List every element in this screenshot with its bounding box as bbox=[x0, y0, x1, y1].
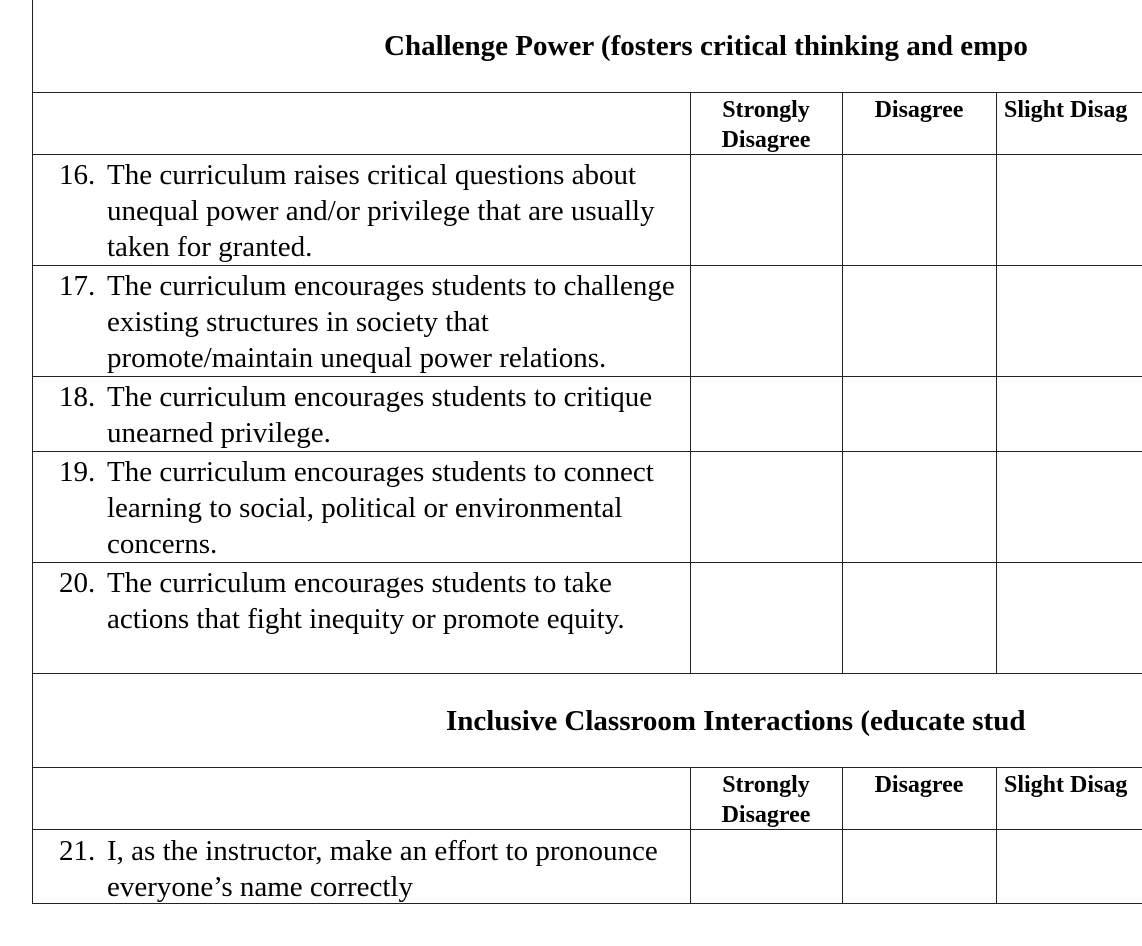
survey-item-20 bbox=[59, 565, 684, 637]
response-cell-16-slightly-disagree[interactable] bbox=[998, 156, 1138, 264]
response-cell-16-strongly-disagree[interactable] bbox=[692, 156, 841, 264]
row-divider bbox=[32, 451, 1142, 452]
column-divider bbox=[690, 767, 691, 904]
survey-item-17 bbox=[59, 268, 684, 376]
row-divider bbox=[32, 92, 1142, 93]
item-text: The curriculum encourages students to take actions that fight inequity or promote equity. bbox=[107, 567, 625, 635]
table-bottom-border bbox=[32, 903, 1142, 904]
response-cell-16-disagree[interactable] bbox=[844, 156, 995, 264]
response-cell-21-disagree[interactable] bbox=[844, 831, 995, 902]
row-divider bbox=[32, 767, 1142, 768]
response-cell-21-slightly-disagree[interactable] bbox=[998, 831, 1138, 902]
section-title-challenge-power: Challenge Power (fosters critical thinking and empo bbox=[384, 30, 1028, 62]
section-title-inclusive-classroom: Inclusive Classroom Interactions (educate stud bbox=[446, 705, 1026, 737]
column-header-disagree: Disagree bbox=[874, 97, 964, 123]
survey-item-21 bbox=[59, 833, 684, 905]
response-cell-17-slightly-disagree[interactable] bbox=[998, 267, 1138, 375]
column-divider bbox=[690, 92, 691, 673]
item-number: 18. bbox=[59, 381, 96, 413]
response-cell-19-disagree[interactable] bbox=[844, 453, 995, 561]
table-left-border bbox=[32, 0, 33, 904]
survey-item-19 bbox=[59, 454, 684, 562]
item-text: I, as the instructor, make an effort to pronounce everyone’s name correctly bbox=[107, 835, 658, 903]
item-text: The curriculum encourages students to connect learning to social, political or environmental concerns. bbox=[107, 456, 654, 560]
column-divider bbox=[842, 92, 843, 673]
column-header-strongly-disagree: Strongly Disagree bbox=[721, 772, 811, 828]
column-divider bbox=[996, 92, 997, 673]
response-cell-20-disagree[interactable] bbox=[844, 564, 995, 672]
column-header-disagree: Disagree bbox=[874, 772, 964, 798]
column-divider bbox=[996, 767, 997, 904]
survey-item-16 bbox=[59, 157, 684, 265]
item-text: The curriculum encourages students to challenge existing structures in society that promote/maintain unequal power relations. bbox=[107, 270, 675, 374]
response-cell-20-slightly-disagree[interactable] bbox=[998, 564, 1138, 672]
response-cell-18-disagree[interactable] bbox=[844, 378, 995, 450]
item-text: The curriculum encourages students to critique unearned privilege. bbox=[107, 381, 653, 449]
row-divider bbox=[32, 154, 1142, 155]
column-header-slightly-disagree: Slight Disag bbox=[1004, 97, 1128, 123]
item-number: 19. bbox=[59, 456, 96, 488]
survey-item-18 bbox=[59, 379, 684, 451]
column-header-slightly-disagree: Slight Disag bbox=[1004, 772, 1128, 798]
row-divider bbox=[32, 673, 1142, 674]
row-divider bbox=[32, 376, 1142, 377]
column-divider bbox=[842, 767, 843, 904]
item-number: 16. bbox=[59, 159, 96, 191]
response-cell-18-slightly-disagree[interactable] bbox=[998, 378, 1138, 450]
response-cell-20-strongly-disagree[interactable] bbox=[692, 564, 841, 672]
item-number: 17. bbox=[59, 270, 96, 302]
response-cell-19-strongly-disagree[interactable] bbox=[692, 453, 841, 561]
row-divider bbox=[32, 562, 1142, 563]
item-text: The curriculum raises critical questions about unequal power and/or privilege that are usually taken for granted. bbox=[107, 159, 655, 263]
row-divider bbox=[32, 829, 1142, 830]
survey-table bbox=[32, 0, 1142, 904]
response-cell-18-strongly-disagree[interactable] bbox=[692, 378, 841, 450]
response-cell-21-strongly-disagree[interactable] bbox=[692, 831, 841, 902]
item-number: 21. bbox=[59, 835, 96, 867]
row-divider bbox=[32, 265, 1142, 266]
column-header-strongly-disagree: Strongly Disagree bbox=[721, 97, 811, 153]
response-cell-17-disagree[interactable] bbox=[844, 267, 995, 375]
response-cell-19-slightly-disagree[interactable] bbox=[998, 453, 1138, 561]
response-cell-17-strongly-disagree[interactable] bbox=[692, 267, 841, 375]
item-number: 20. bbox=[59, 567, 96, 599]
